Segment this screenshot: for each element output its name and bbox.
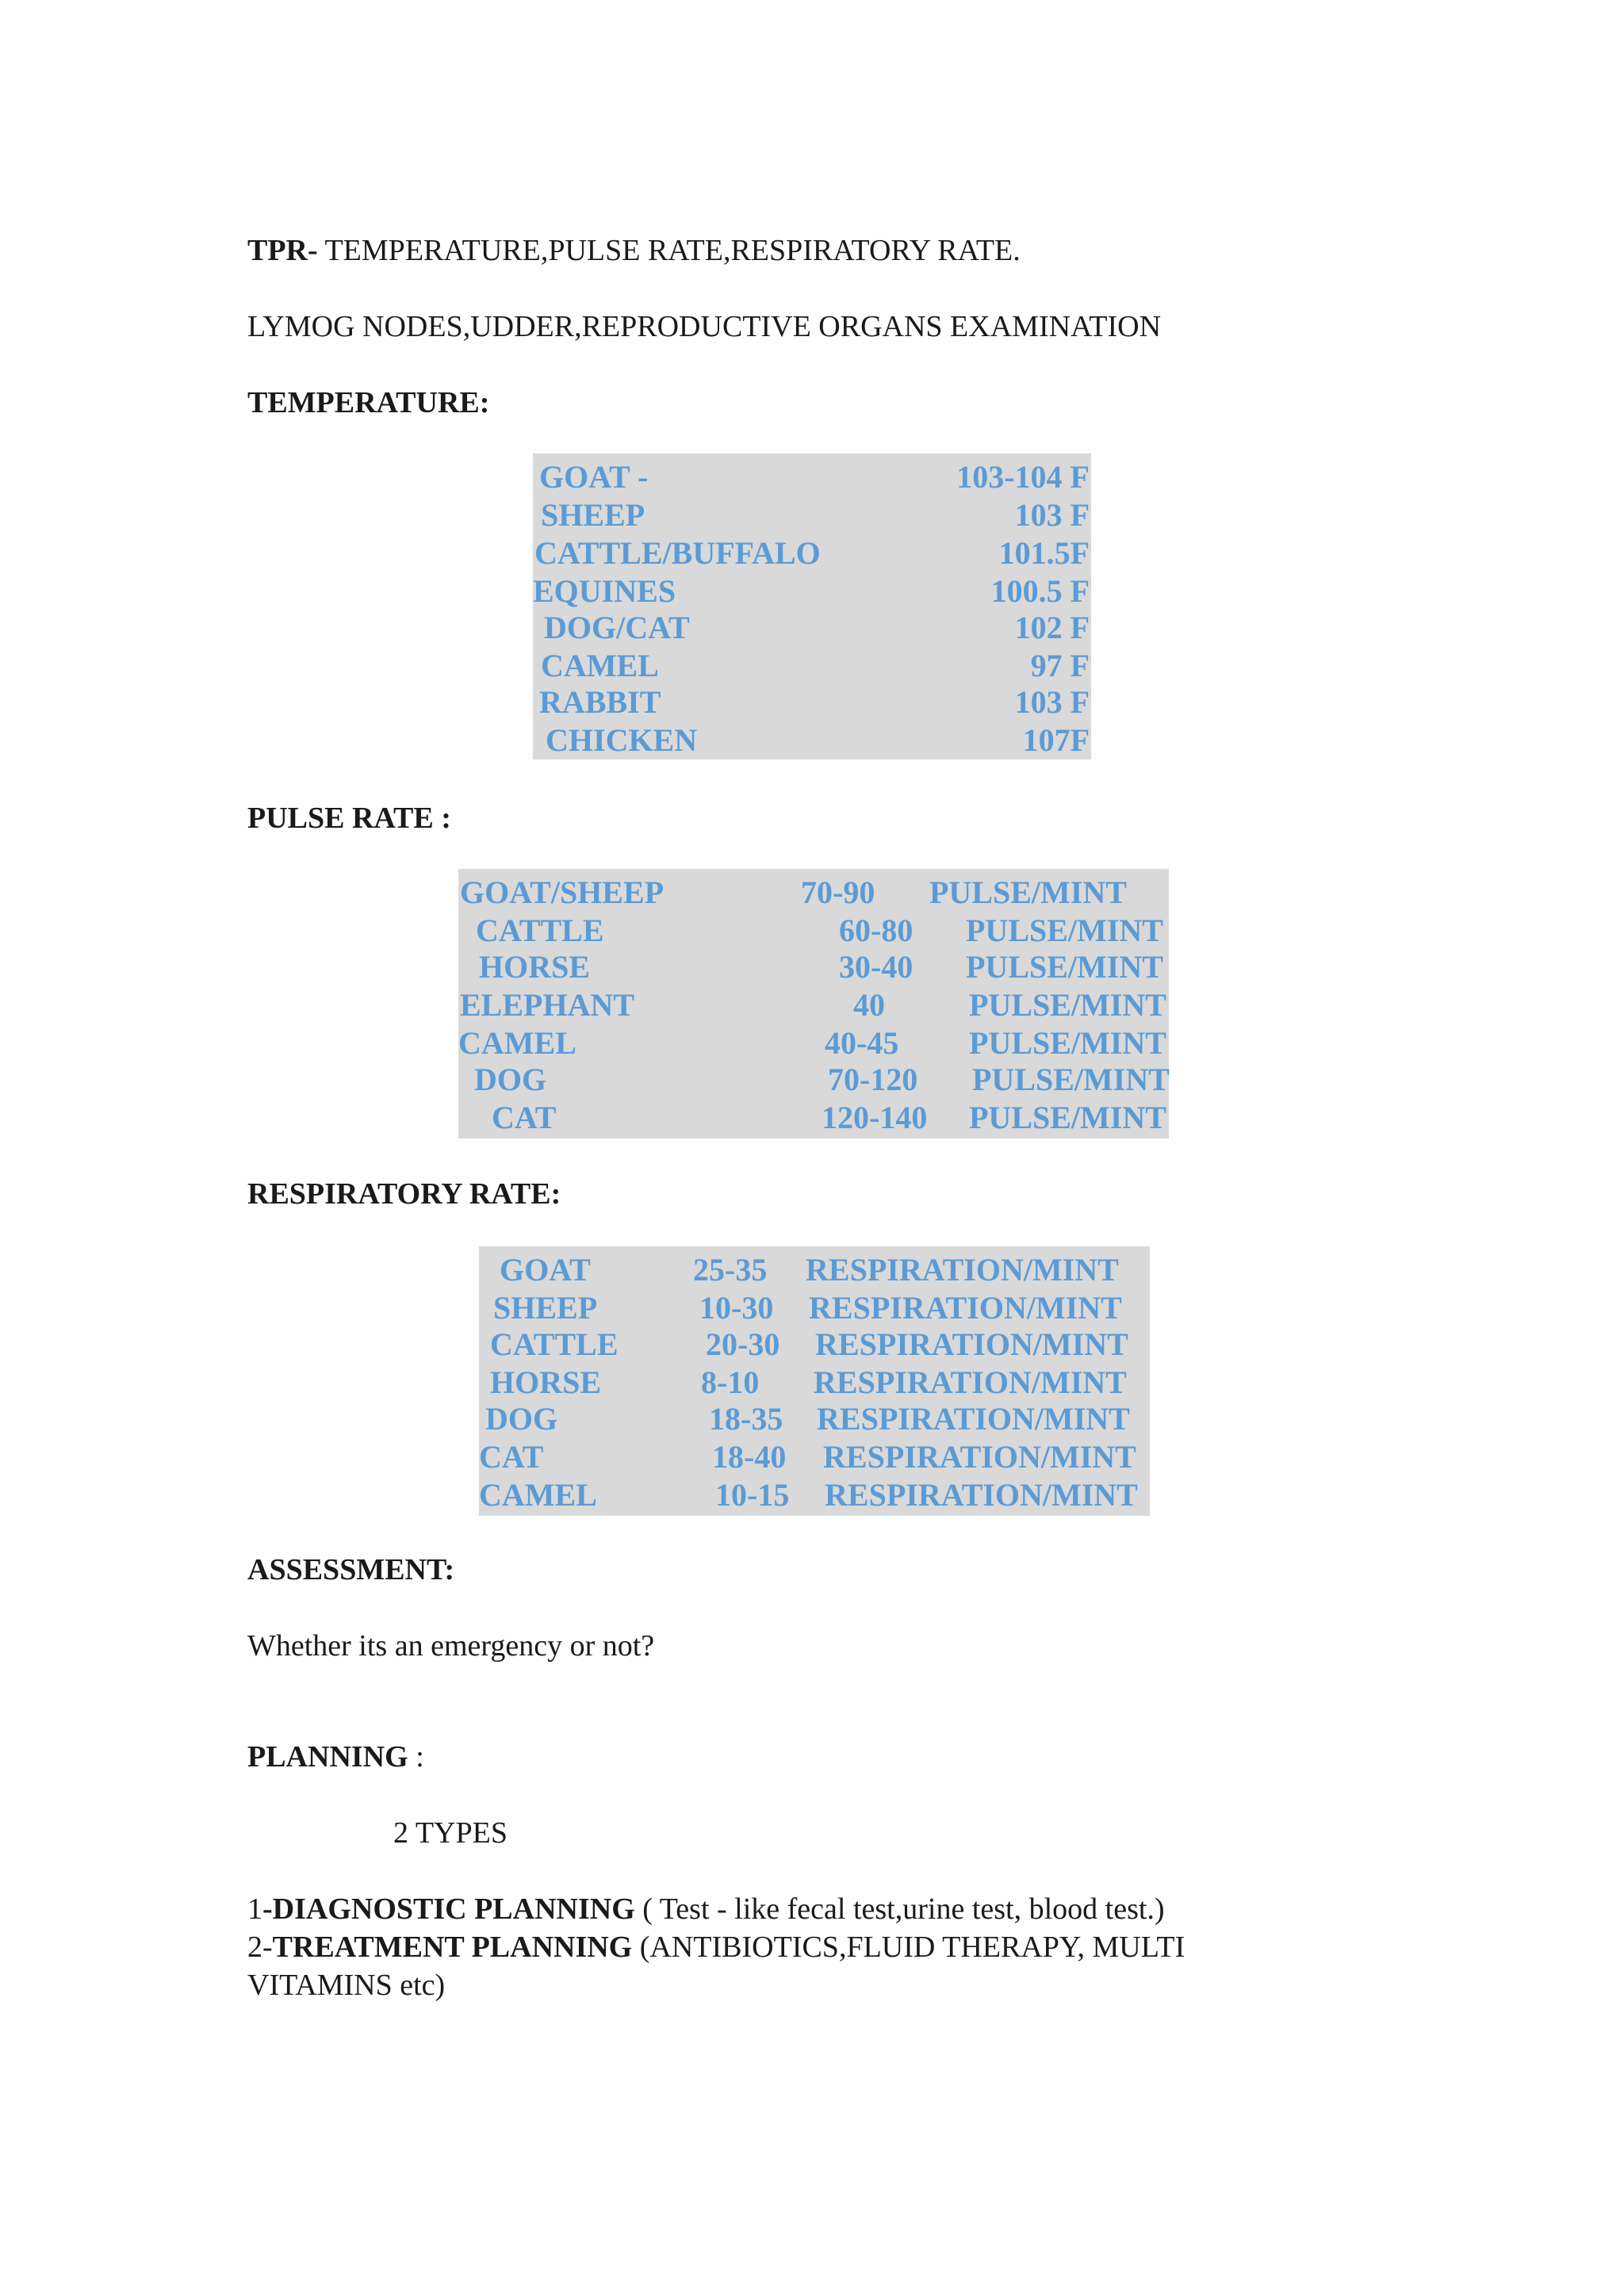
temperature-value: 100.5 F bbox=[990, 573, 1090, 609]
temperature-value: 103-104 F bbox=[956, 459, 1090, 495]
temperature-animal: RABBIT bbox=[539, 684, 661, 720]
respiratory-animal: SHEEP bbox=[493, 1290, 598, 1326]
pulse-value: 40-45 bbox=[825, 1025, 899, 1061]
temperature-value: 97 F bbox=[1030, 648, 1090, 683]
respiratory-value: 10-15 bbox=[715, 1477, 790, 1513]
temperature-value: 103 F bbox=[1014, 684, 1090, 720]
respiratory-unit: RESPIRATION/MINT bbox=[814, 1364, 1127, 1400]
planning-line bbox=[247, 1738, 424, 1776]
tpr-line bbox=[247, 232, 1021, 270]
pulse-unit: PULSE/MINT bbox=[969, 1025, 1166, 1061]
respiratory-value: 18-35 bbox=[709, 1401, 783, 1437]
item-label: -DIAGNOSTIC PLANNING bbox=[262, 1892, 635, 1926]
planning-item-treatment bbox=[247, 1928, 1185, 1966]
item-number: 2- bbox=[247, 1931, 273, 1964]
respiratory-value: 20-30 bbox=[706, 1326, 780, 1362]
respiratory-value: 18-40 bbox=[712, 1439, 787, 1475]
pulse-unit: PULSE/MINT bbox=[966, 913, 1163, 948]
respiratory-unit: RESPIRATION/MINT bbox=[817, 1401, 1130, 1437]
pulse-unit: PULSE/MINT bbox=[966, 949, 1163, 985]
temperature-value: 107F bbox=[1022, 722, 1090, 758]
planning-types: 2 TYPES bbox=[393, 1816, 508, 1850]
respiratory-unit: RESPIRATION/MINT bbox=[806, 1252, 1119, 1288]
temperature-animal: GOAT - bbox=[539, 459, 649, 495]
temperature-value: 101.5F bbox=[998, 535, 1090, 571]
item-label: TREATMENT PLANNING bbox=[272, 1931, 633, 1964]
temperature-animal: CAMEL bbox=[541, 648, 659, 683]
respiratory-value: 8-10 bbox=[701, 1364, 760, 1400]
planning-item-diagnostic bbox=[247, 1890, 1165, 1928]
respiratory-unit: RESPIRATION/MINT bbox=[823, 1439, 1136, 1475]
pulse-unit: PULSE/MINT bbox=[969, 1100, 1166, 1135]
pulse-animal: ELEPHANT bbox=[460, 987, 635, 1023]
pulse-value: 30-40 bbox=[839, 949, 914, 985]
planning-item-treatment-continued: VITAMINS etc) bbox=[247, 1969, 446, 2002]
respiratory-value: 25-35 bbox=[693, 1252, 768, 1288]
temperature-heading: TEMPERATURE: bbox=[247, 386, 490, 419]
temperature-animal: EQUINES bbox=[533, 573, 676, 609]
respiratory-unit: RESPIRATION/MINT bbox=[809, 1290, 1122, 1326]
pulse-heading: PULSE RATE : bbox=[247, 802, 451, 835]
respiratory-animal: HORSE bbox=[490, 1364, 602, 1400]
temperature-value: 102 F bbox=[1014, 610, 1090, 645]
pulse-animal: GOAT/SHEEP bbox=[460, 874, 665, 910]
respiratory-animal: DOG bbox=[485, 1401, 558, 1437]
temperature-animal: SHEEP bbox=[541, 497, 645, 533]
pulse-value: 40 bbox=[853, 987, 885, 1023]
temperature-value: 103 F bbox=[1014, 497, 1090, 533]
temperature-animal: CHICKEN bbox=[546, 722, 698, 758]
pulse-value: 60-80 bbox=[839, 913, 914, 948]
item-text: (ANTIBIOTICS,FLUID THERAPY, MULTI bbox=[632, 1931, 1185, 1964]
temperature-animal: CATTLE/BUFFALO bbox=[534, 535, 821, 571]
pulse-animal: CAMEL bbox=[458, 1025, 576, 1061]
planning-suffix: : bbox=[408, 1740, 424, 1774]
pulse-unit: PULSE/MINT bbox=[969, 987, 1166, 1023]
tpr-text: TEMPERATURE,PULSE RATE,RESPIRATORY RATE. bbox=[317, 234, 1021, 267]
exam-line: LYMOG NODES,UDDER,REPRODUCTIVE ORGANS EXAMINATION bbox=[247, 310, 1162, 343]
item-number: 1 bbox=[247, 1892, 262, 1926]
pulse-animal: HORSE bbox=[479, 949, 591, 985]
planning-heading: PLANNING bbox=[247, 1740, 408, 1774]
respiratory-animal: GOAT bbox=[500, 1252, 591, 1288]
pulse-unit: PULSE/MINT bbox=[972, 1062, 1170, 1097]
pulse-value: 70-90 bbox=[801, 874, 875, 910]
pulse-animal: CATTLE bbox=[476, 913, 604, 948]
respiratory-unit: RESPIRATION/MINT bbox=[825, 1477, 1138, 1513]
respiratory-animal: CAT bbox=[479, 1439, 544, 1475]
pulse-unit: PULSE/MINT bbox=[929, 874, 1127, 910]
respiratory-animal: CATTLE bbox=[490, 1326, 619, 1362]
temperature-animal: DOG/CAT bbox=[544, 610, 690, 645]
pulse-value: 120-140 bbox=[822, 1100, 928, 1135]
pulse-animal: CAT bbox=[492, 1100, 557, 1135]
assessment-text: Whether its an emergency or not? bbox=[247, 1629, 655, 1663]
respiratory-animal: CAMEL bbox=[479, 1477, 597, 1513]
respiratory-unit: RESPIRATION/MINT bbox=[815, 1326, 1128, 1362]
assessment-heading: ASSESSMENT: bbox=[247, 1553, 455, 1586]
pulse-value: 70-120 bbox=[828, 1062, 918, 1097]
item-text: ( Test - like fecal test,urine test, blood test.) bbox=[634, 1892, 1165, 1926]
respiratory-value: 10-30 bbox=[699, 1290, 774, 1326]
pulse-animal: DOG bbox=[474, 1062, 547, 1097]
respiratory-heading: RESPIRATORY RATE: bbox=[247, 1177, 561, 1211]
tpr-prefix: TPR- bbox=[247, 234, 318, 267]
